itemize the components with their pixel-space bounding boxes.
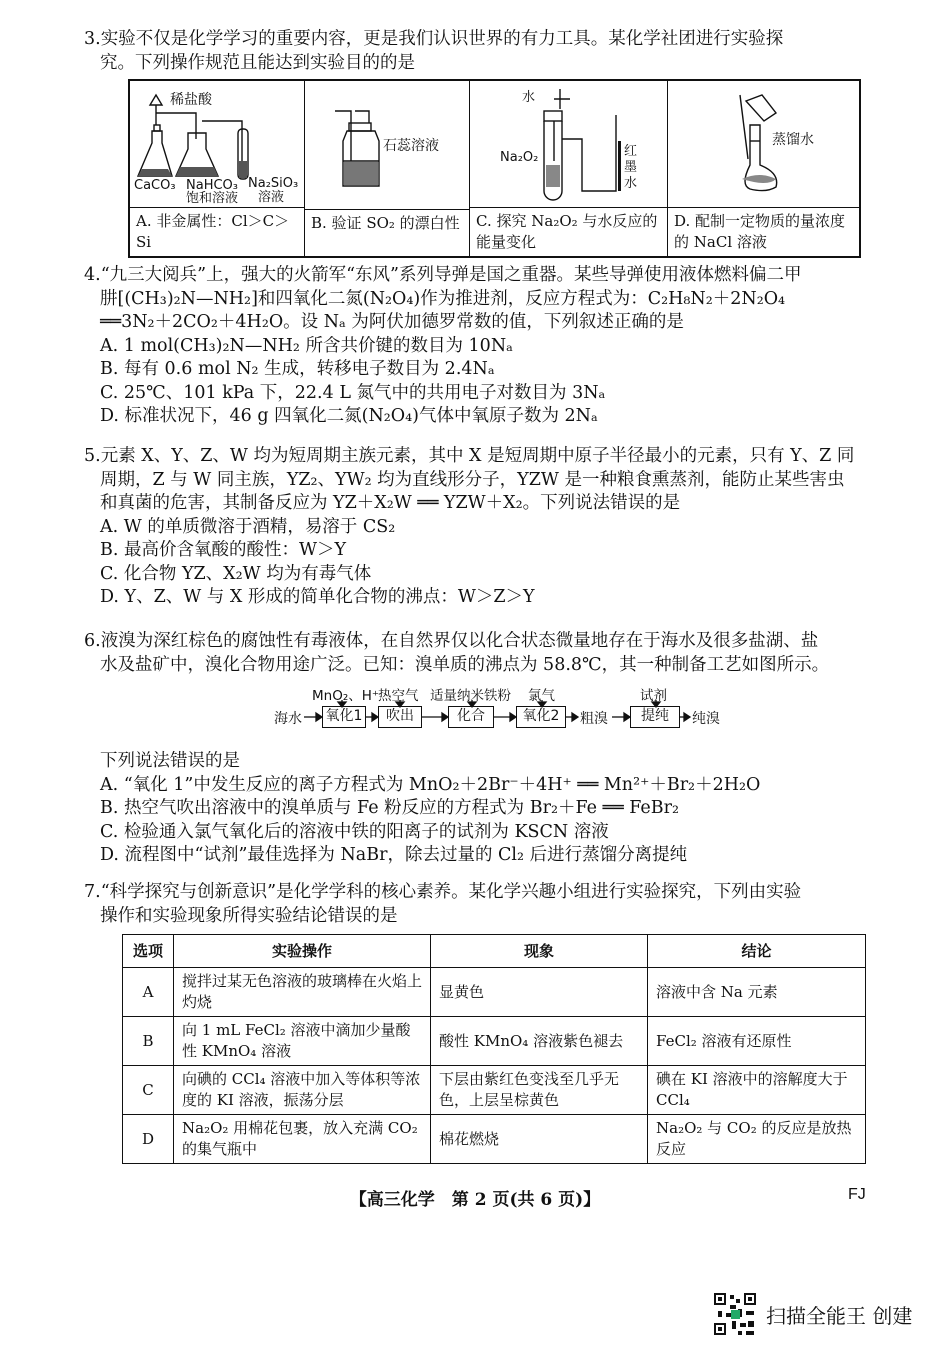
cell-conclusion: 碘在 KI 溶液中的溶解度大于 CCl₄: [648, 1066, 866, 1115]
option-d: D. 标准状况下，46 g 四氧化二氮(N₂O₄)气体中氧原子数为 2Nₐ: [100, 406, 598, 426]
option-d: D. Y、Z、W 与 X 形成的简单化合物的沸点：W＞Z＞Y: [100, 587, 535, 607]
question-5: [84, 445, 875, 610]
cell-phenomenon: 显黄色: [431, 968, 648, 1017]
cell-conclusion: 溶液中含 Na 元素: [648, 968, 866, 1017]
qr-code-icon: [712, 1291, 758, 1337]
option-c: C. 检验通入氯气氧化后的溶液中铁的阳离子的试剂为 KSCN 溶液: [100, 821, 609, 842]
watermark-text: 扫描全能王 创建: [766, 1303, 913, 1328]
stem-text: 元素 X、Y、Z、W 均为短周期主族元素，其中 X 是短周期中原子半径最小的元素，只有 Y、Z 同: [100, 446, 855, 466]
label-dilute-hcl: 稀盐酸: [170, 92, 212, 108]
cell-option: B: [123, 1017, 174, 1066]
cell-conclusion: FeCl₂ 溶液有还原性: [648, 1017, 866, 1066]
paper-code: FJ: [848, 1186, 866, 1203]
cell-operation: 向碘的 CCl₄ 溶液中加入等体积等浓度的 KI 溶液，振荡分层: [174, 1066, 431, 1115]
stem-line: 实验不仅是化学学习的重要内容，更是我们认识世界的有力工具。某化学社团进行实验探: [100, 29, 784, 49]
volumetric-flask-icon: [668, 81, 859, 209]
caption-d: D. 配制一定物质的量浓度的 NaCl 溶液: [674, 212, 846, 251]
question-number: 4.: [84, 265, 101, 285]
question-3-stem: [84, 28, 875, 52]
table-header-row: [123, 935, 866, 968]
question-number: 6.: [84, 631, 101, 651]
label-na2o2: Na₂O₂: [500, 150, 539, 165]
cell-conclusion: Na₂O₂ 与 CO₂ 的反应是放热反应: [648, 1115, 866, 1164]
stem-line: [84, 881, 875, 905]
flow-box-oxidation-2: 氧化2: [516, 706, 566, 728]
cell-phenomenon: 酸性 KMnO₄ 溶液紫色褪去: [431, 1017, 648, 1066]
apparatus-table: [128, 79, 861, 258]
option-d: D. 流程图中“试剂”最佳选择为 NaBr，除去过量的 Cl₂ 后进行蒸馏分离提纯: [100, 845, 688, 865]
apparatus-figure-d: [668, 81, 859, 208]
flow-start: 海水: [274, 711, 302, 727]
label-water: 水: [522, 90, 536, 105]
reagent-agent: 试剂: [640, 688, 667, 704]
stem-line: 究。下列操作规范且能达到实验目的的是: [100, 52, 415, 73]
label-na2sio3: Na₂SiO₃: [248, 176, 299, 191]
scanner-watermark: [712, 1291, 912, 1337]
cell-option: A: [123, 968, 174, 1017]
flow-box-oxidation-1: 氧化1: [322, 706, 366, 728]
table-row: [123, 1066, 866, 1115]
flow-box-blow-out: 吹出: [378, 706, 422, 728]
label-red-1: 红: [624, 144, 638, 159]
reagent-chlorine: 氯气: [528, 688, 555, 704]
caption-c: C. 探究 Na₂O₂ 与水反应的能量变化: [476, 212, 658, 251]
stem-text: “九三大阅兵”上，强大的火箭军“东风”系列导弹是国之重器。某些导弹使用液体燃料偏二甲: [100, 265, 802, 285]
header-operation: 实验操作: [174, 935, 431, 968]
test-tube-apparatus-icon: [470, 81, 668, 209]
flow-crude-bromine: 粗溴: [580, 711, 608, 727]
label-litmus-solution: 石蕊溶液: [383, 138, 439, 154]
question-number: 5.: [84, 446, 101, 466]
table-row: [123, 1115, 866, 1164]
stem-text: “科学探究与创新意识”是化学学科的核心素养。某化学兴趣小组进行实验探究，下列由实验: [100, 882, 802, 902]
stem-line: [84, 445, 875, 469]
question-6-options: [100, 750, 875, 868]
stem-line: 操作和实验现象所得实验结论错误的是: [100, 905, 398, 926]
cell-phenomenon: 棉花燃烧: [431, 1115, 648, 1164]
label-solution: 溶液: [258, 190, 285, 205]
question-3: [84, 28, 875, 75]
question-7: [84, 881, 875, 928]
stem-line: 水及盐矿中，溴化合物用途广泛。已知：溴单质的沸点为 58.8℃，其一种制备工艺如图所示。: [100, 654, 830, 675]
option-a: A. W 的单质微溶于酒精，易溶于 CS₂: [100, 516, 396, 537]
cell-phenomenon: 下层由紫红色变浅至几乎无色，上层呈棕黄色: [431, 1066, 648, 1115]
option-a: A. 1 mol(CH₃)₂N—NH₂ 所含共价键的数目为 10Nₐ: [100, 335, 513, 356]
apparatus-cell-c: [470, 81, 668, 256]
question-number: 7.: [84, 882, 101, 902]
apparatus-cell-a: [130, 81, 305, 256]
option-c: C. 化合物 YZ、X₂W 均为有毒气体: [100, 563, 372, 584]
label-saturated-solution: 饱和溶液: [186, 191, 239, 206]
reagent-hot-air: 热空气: [378, 688, 419, 704]
apparatus-figure-b: [305, 81, 469, 210]
question-number: 3.: [84, 29, 101, 49]
header-option: 选项: [123, 935, 174, 968]
caption-b: B. 验证 SO₂ 的漂白性: [311, 214, 460, 232]
cell-option: D: [123, 1115, 174, 1164]
header-phenomenon: 现象: [431, 935, 648, 968]
table-row: [123, 1017, 866, 1066]
reagent-iron-powder: 适量纳米铁粉: [430, 688, 511, 704]
option-b: B. 最高价含氧酸的酸性：W＞Y: [100, 540, 347, 560]
option-a: A. “氧化 1”中发生反应的离子方程式为 MnO₂＋2Br⁻＋4H⁺ ══ Mn²⁺＋Br₂＋2H₂O: [100, 774, 761, 795]
experiment-table: [122, 934, 866, 1164]
label-caco3: CaCO₃: [134, 178, 176, 193]
question-prompt: 下列说法错误的是: [100, 751, 240, 771]
stem-line: 周期，Z 与 W 同主族，YZ₂、YW₂ 均为直线形分子，YZW 是一种粮食熏蒸剂，能防止某些害虫: [100, 469, 845, 490]
flow-pure-bromine: 纯溴: [692, 711, 720, 727]
label-distilled-water: 蒸馏水: [772, 132, 814, 148]
option-c: C. 25℃、101 kPa 下，22.4 L 氮气中的共用电子对数目为 3Nₐ: [100, 382, 606, 403]
process-flow: [268, 684, 738, 742]
reagent-mno2: MnO₂、H⁺: [312, 688, 380, 704]
page-footer: 【高三化学 第 2 页(共 6 页)】: [349, 1190, 601, 1210]
apparatus-cell-b: [305, 81, 470, 256]
stem-text: 液溴为深红棕色的腐蚀性有毒液体，在自然界仅以化合状态微量地存在于海水及很多盐湖、盐: [100, 631, 819, 651]
stem-line: ══3N₂＋2CO₂＋4H₂O。设 Nₐ 为阿伏加德罗常数的值，下列叙述正确的是: [100, 312, 684, 332]
apparatus-cell-d: [668, 81, 859, 256]
flow-box-purify: 提纯: [630, 706, 680, 728]
apparatus-figure-c: [470, 81, 667, 208]
table-row: [123, 968, 866, 1017]
cell-operation: 搅拌过某无色溶液的玻璃棒在火焰上灼烧: [174, 968, 431, 1017]
stem-line: [84, 630, 875, 654]
apparatus-figure-a: [130, 81, 304, 208]
question-6: [84, 630, 875, 677]
flow-box-combine: 化合: [448, 706, 494, 728]
header-conclusion: 结论: [648, 935, 866, 968]
cell-operation: 向 1 mL FeCl₂ 溶液中滴加少量酸性 KMnO₄ 溶液: [174, 1017, 431, 1066]
caption-a: A. 非金属性：Cl＞C＞Si: [136, 212, 290, 251]
option-b: B. 热空气吹出溶液中的溴单质与 Fe 粉反应的方程式为 Br₂＋Fe ══ FeBr₂: [100, 798, 679, 818]
cell-option: C: [123, 1066, 174, 1115]
label-red-3: 水: [624, 176, 638, 191]
stem-line: 和真菌的危害，其制备反应为 YZ＋X₂W ══ YZW＋X₂。下列说法错误的是: [100, 493, 681, 513]
option-b: B. 每有 0.6 mol N₂ 生成，转移电子数目为 2.4Nₐ: [100, 359, 495, 379]
stem-line: [84, 264, 875, 288]
label-red-2: 墨: [624, 160, 638, 175]
label-nahco3: NaHCO₃: [186, 178, 238, 193]
stem-line: 肼[(CH₃)₂N—NH₂]和四氧化二氮(N₂O₄)作为推进剂，反应方程式为：C₂H₈N₂＋2N₂O₄: [100, 288, 786, 309]
cell-operation: Na₂O₂ 用棉花包裹，放入充满 CO₂ 的集气瓶中: [174, 1115, 431, 1164]
question-4: [84, 264, 875, 429]
